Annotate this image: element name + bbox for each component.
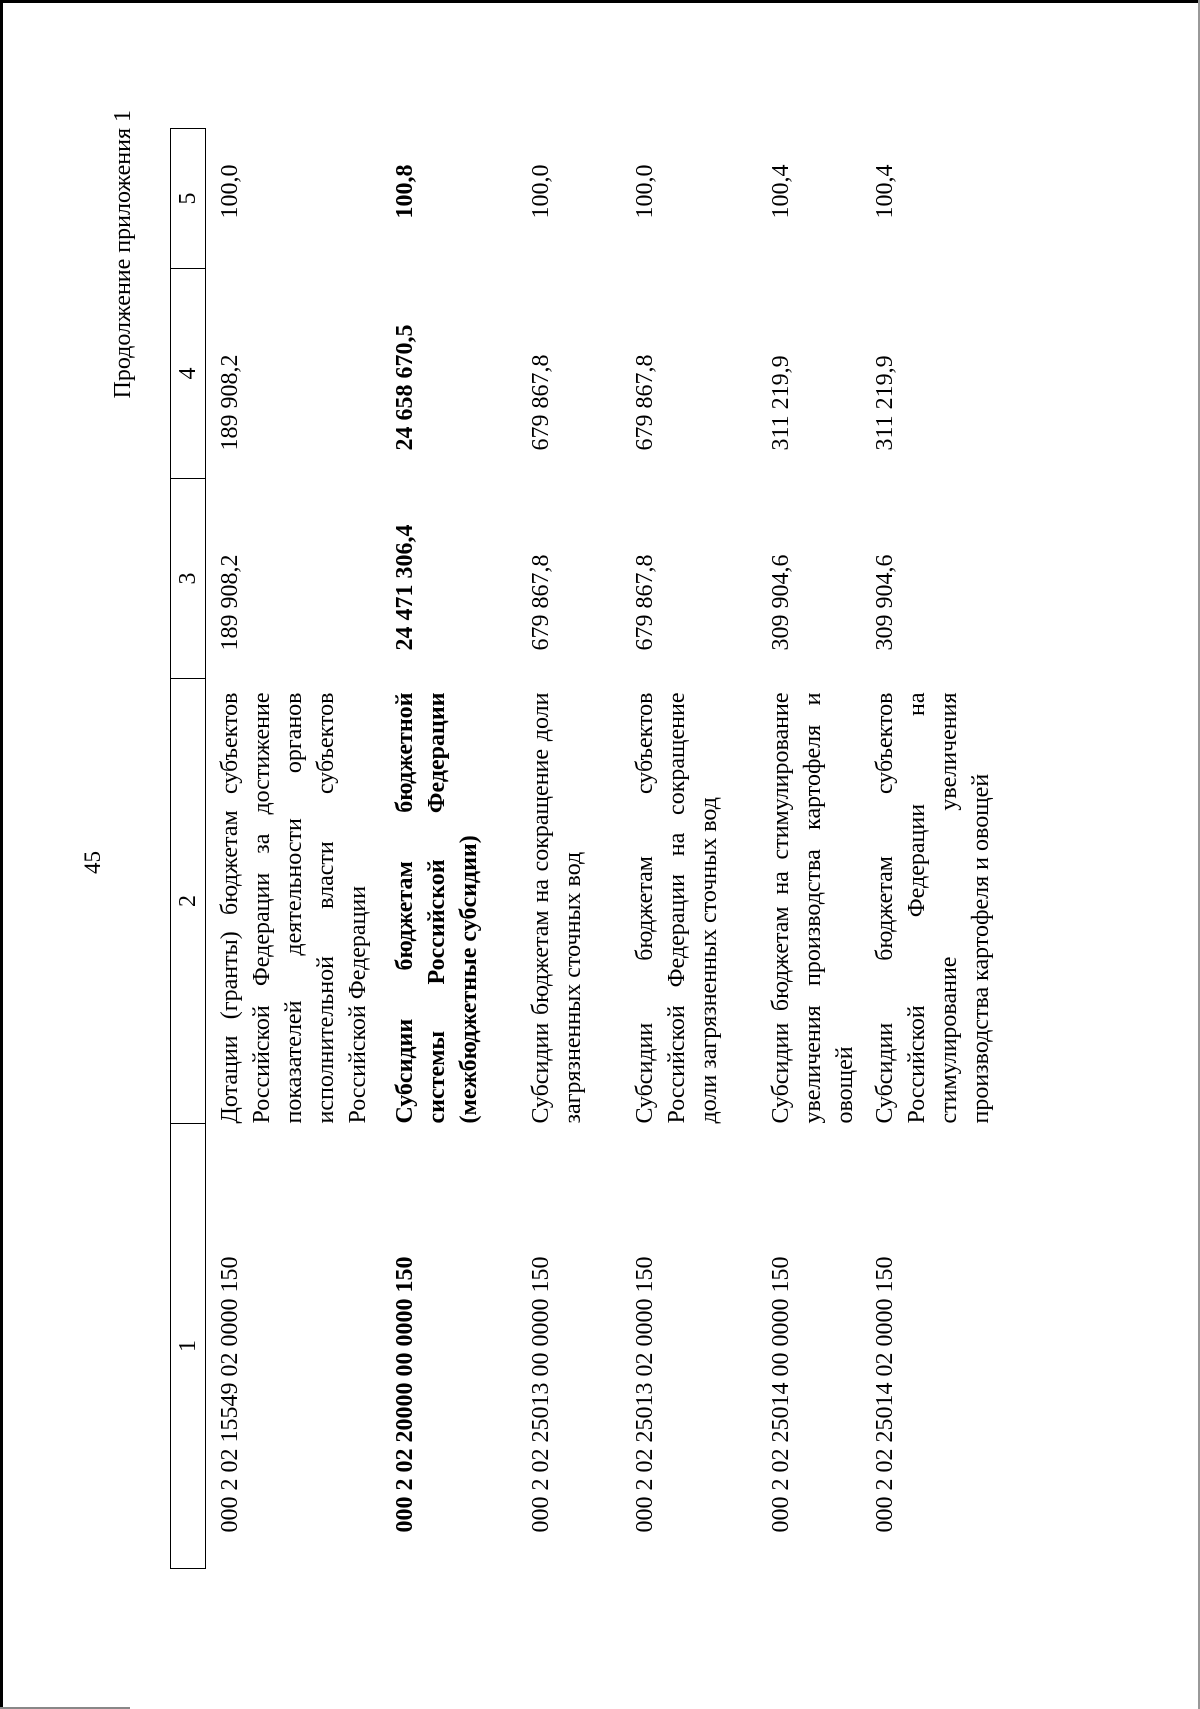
row-col4: 24 658 670,5 — [392, 324, 418, 451]
row-col4: 679 867,8 — [632, 354, 658, 451]
row-name: Субсидии бюджетам бюджетной системы Российской Федерации (межбюджетные субсидии) — [392, 692, 482, 1124]
row-code: 000 2 02 25013 02 0000 150 — [632, 1256, 658, 1533]
page-number: 45 — [80, 851, 105, 874]
budget-table — [170, 128, 997, 1569]
row-code: 000 2 02 25014 02 0000 150 — [872, 1256, 898, 1533]
row-col3: 679 867,8 — [528, 554, 554, 651]
row-code: 000 2 02 25014 00 0000 150 — [768, 1256, 794, 1533]
row-col4: 311 219,9 — [768, 355, 794, 451]
row-col4: 679 867,8 — [528, 354, 554, 451]
row-name: Субсидии бюджетам субъектов Российской Федерации на сокращение доли загрязненных сточных вод — [632, 692, 722, 1124]
row-col4: 311 219,9 — [872, 355, 898, 451]
row-col3: 24 471 306,4 — [392, 524, 418, 651]
row-col5: 100,8 — [392, 164, 418, 219]
row-col5: 100,0 — [632, 164, 658, 219]
row-col5: 100,0 — [528, 164, 554, 219]
column-header-3: 3 — [171, 479, 206, 679]
row-name: Субсидии бюджетам на стимулирование увеличения производства картофеля и овощей — [768, 692, 858, 1124]
table-row — [861, 129, 997, 1569]
row-code: 000 2 02 25013 00 0000 150 — [528, 1256, 554, 1533]
continuation-label: Продолжение приложения 1 — [110, 110, 136, 399]
row-col5: 100,4 — [872, 164, 898, 219]
row-col5: 100,4 — [768, 164, 794, 219]
header-row — [171, 129, 206, 1569]
row-col3: 679 867,8 — [632, 554, 658, 651]
column-header-2: 2 — [171, 679, 206, 1124]
row-col5: 100,0 — [217, 164, 243, 219]
column-header-4: 4 — [171, 269, 206, 479]
row-col3: 309 904,6 — [768, 554, 794, 651]
row-code: 000 2 02 15549 02 0000 150 — [217, 1256, 243, 1533]
column-header-1: 1 — [171, 1124, 206, 1569]
row-col4: 189 908,2 — [217, 354, 243, 451]
table-row — [621, 129, 757, 1569]
row-col3: 189 908,2 — [217, 554, 243, 651]
row-name: Субсидии бюджетам субъектов Российской Федерации на стимулирование увеличения производства картофеля и овощей — [872, 692, 994, 1124]
row-name: Субсидии бюджетам на сокращение доли загрязненных сточных вод — [528, 692, 586, 1124]
row-name: Дотации (гранты) бюджетам субъектов Российской Федерации за достижение показателей деятельности органов исполнительной власти субъектов Российской Федерации — [217, 692, 371, 1124]
row-code: 000 2 02 20000 00 0000 150 — [392, 1256, 418, 1533]
table-row — [381, 129, 517, 1569]
column-header-5: 5 — [171, 129, 206, 269]
table-row — [517, 129, 621, 1569]
table-row — [757, 129, 861, 1569]
row-col3: 309 904,6 — [872, 554, 898, 651]
table-row — [206, 129, 382, 1569]
